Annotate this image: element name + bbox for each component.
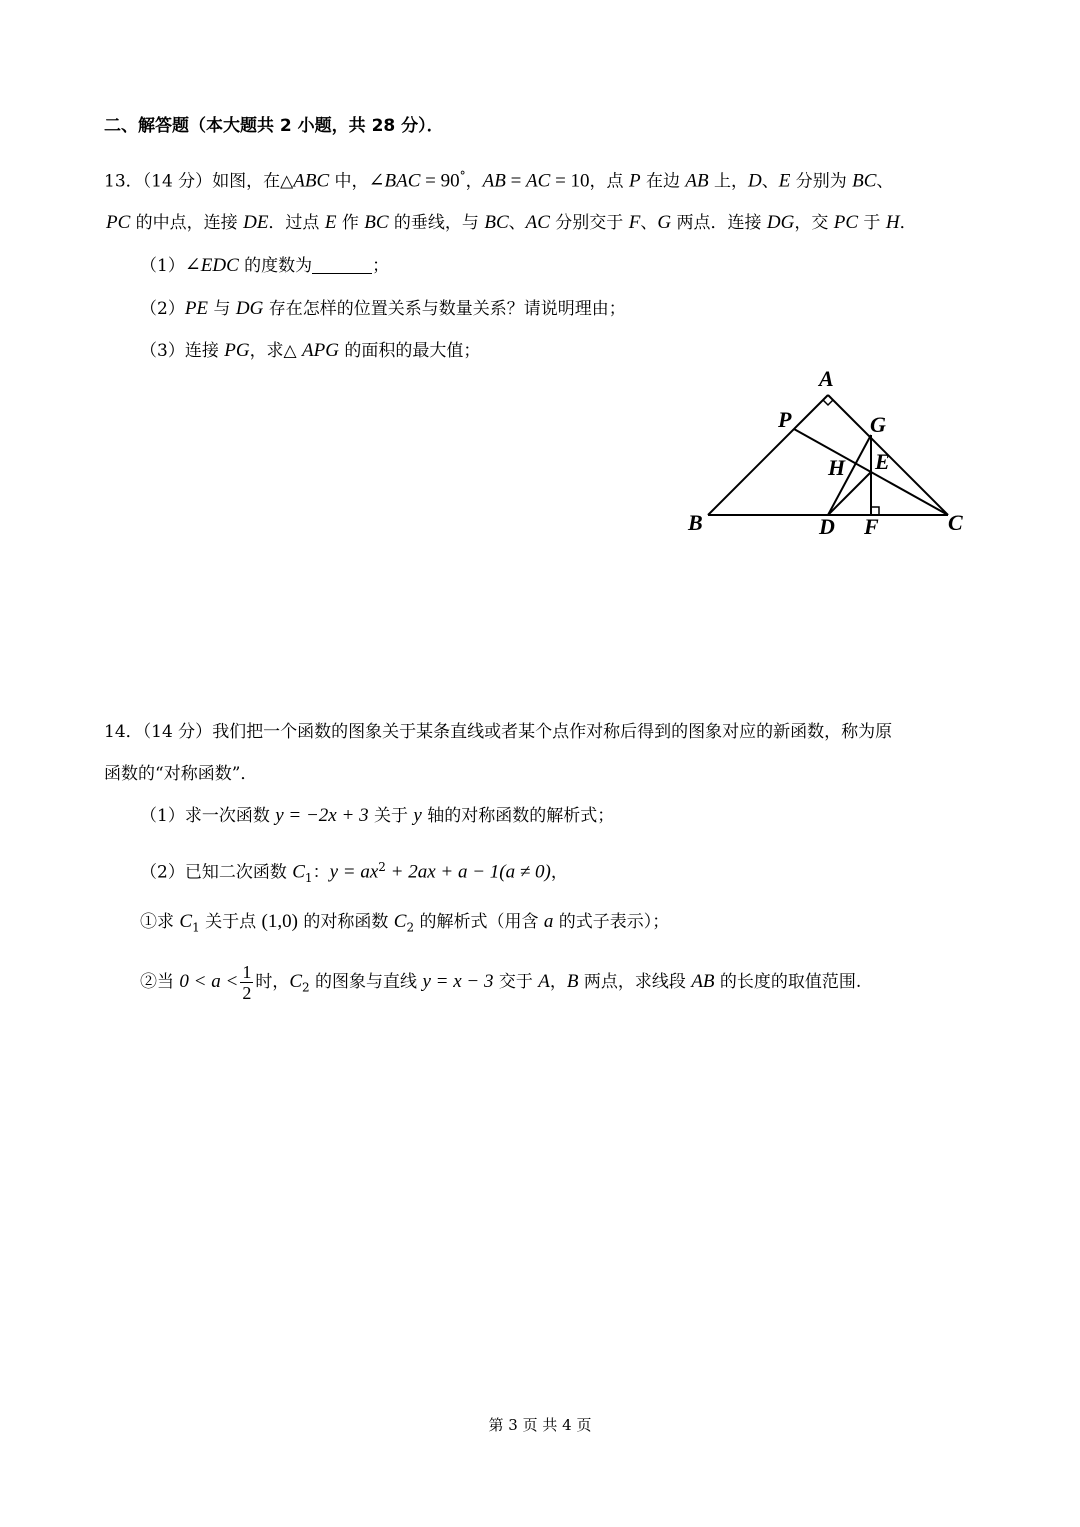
q13-part2: （2）PE 与 DG 存在怎样的位置关系与数量关系？请说明理由； — [140, 298, 626, 319]
q14-part2-sub1: ①求 $C_1$ 关于点 (1,0) 的对称函数 $C_2$ 的解析式（用含 a 的式子表示）； — [140, 911, 670, 935]
fraction-one-half: $\frac{1}{2}$ — [242, 962, 252, 1003]
q13-stem-line2: PC 的中点，连接 DE．过点 E 作 BC 的垂线，与 BC、AC 分别交于 F、G 两点．连接 DG，交 PC 于 H． — [106, 212, 917, 233]
q14-stem-line1: 14．（14 分）我们把一个函数的图象关于某条直线或者某个点作对称后得到的图象对应的新函数，称为原 — [104, 722, 893, 742]
q13-score: （14 分） — [142, 171, 213, 192]
q14-part2-sub2: ②当 0 < a < $\frac{1}{2}$ 时，$C_2$ 的图象与直线 y = x − 3 交于 A，B 两点，求线段 AB 的长度的取值范围. — [140, 962, 862, 1003]
label-H: H — [828, 455, 846, 480]
q13-part1: （1）∠EDC 的度数为 ； — [140, 255, 390, 276]
label-C: C — [948, 510, 963, 535]
right-angle-mark-A — [823, 400, 833, 405]
label-F: F — [864, 514, 879, 539]
q13-part3: （3）连接 PG，求△ APG 的面积的最大值； — [140, 340, 481, 361]
q14-part2: （2）已知二次函数 $C_1$：$y = ax^2 + 2ax + a - 1(a \ne 0)$， — [140, 860, 568, 886]
label-G: G — [870, 412, 886, 437]
q13-triangle-figure — [680, 360, 980, 550]
q14-score: （14 分） — [142, 722, 213, 742]
label-B: B — [688, 510, 703, 535]
label-P: P — [778, 407, 792, 432]
q13-stem-line1: 13．（14 分）如图，在△ABC 中，∠BAC = 90°，AB = AC = 10，点 P 在边 AB 上，D、E 分别为 BC、 — [104, 169, 894, 192]
label-D: D — [819, 514, 835, 539]
label-A: A — [819, 366, 834, 391]
q13-number: 13． — [104, 171, 143, 192]
segment-AB — [708, 395, 828, 515]
page-footer: 第 3 页 共 4 页 — [488, 1416, 592, 1434]
q14-number: 14． — [104, 722, 143, 742]
q14-stem-line2: 函数的“对称函数”． — [104, 764, 258, 784]
section-title: 二、解答题（本大题共 2 小题，共 28 分）． — [104, 116, 444, 136]
label-E: E — [875, 449, 890, 474]
answer-blank — [312, 255, 372, 274]
q14-part1: （1）求一次函数 y = −2x + 3 关于 y 轴的对称函数的解析式； — [140, 805, 615, 826]
